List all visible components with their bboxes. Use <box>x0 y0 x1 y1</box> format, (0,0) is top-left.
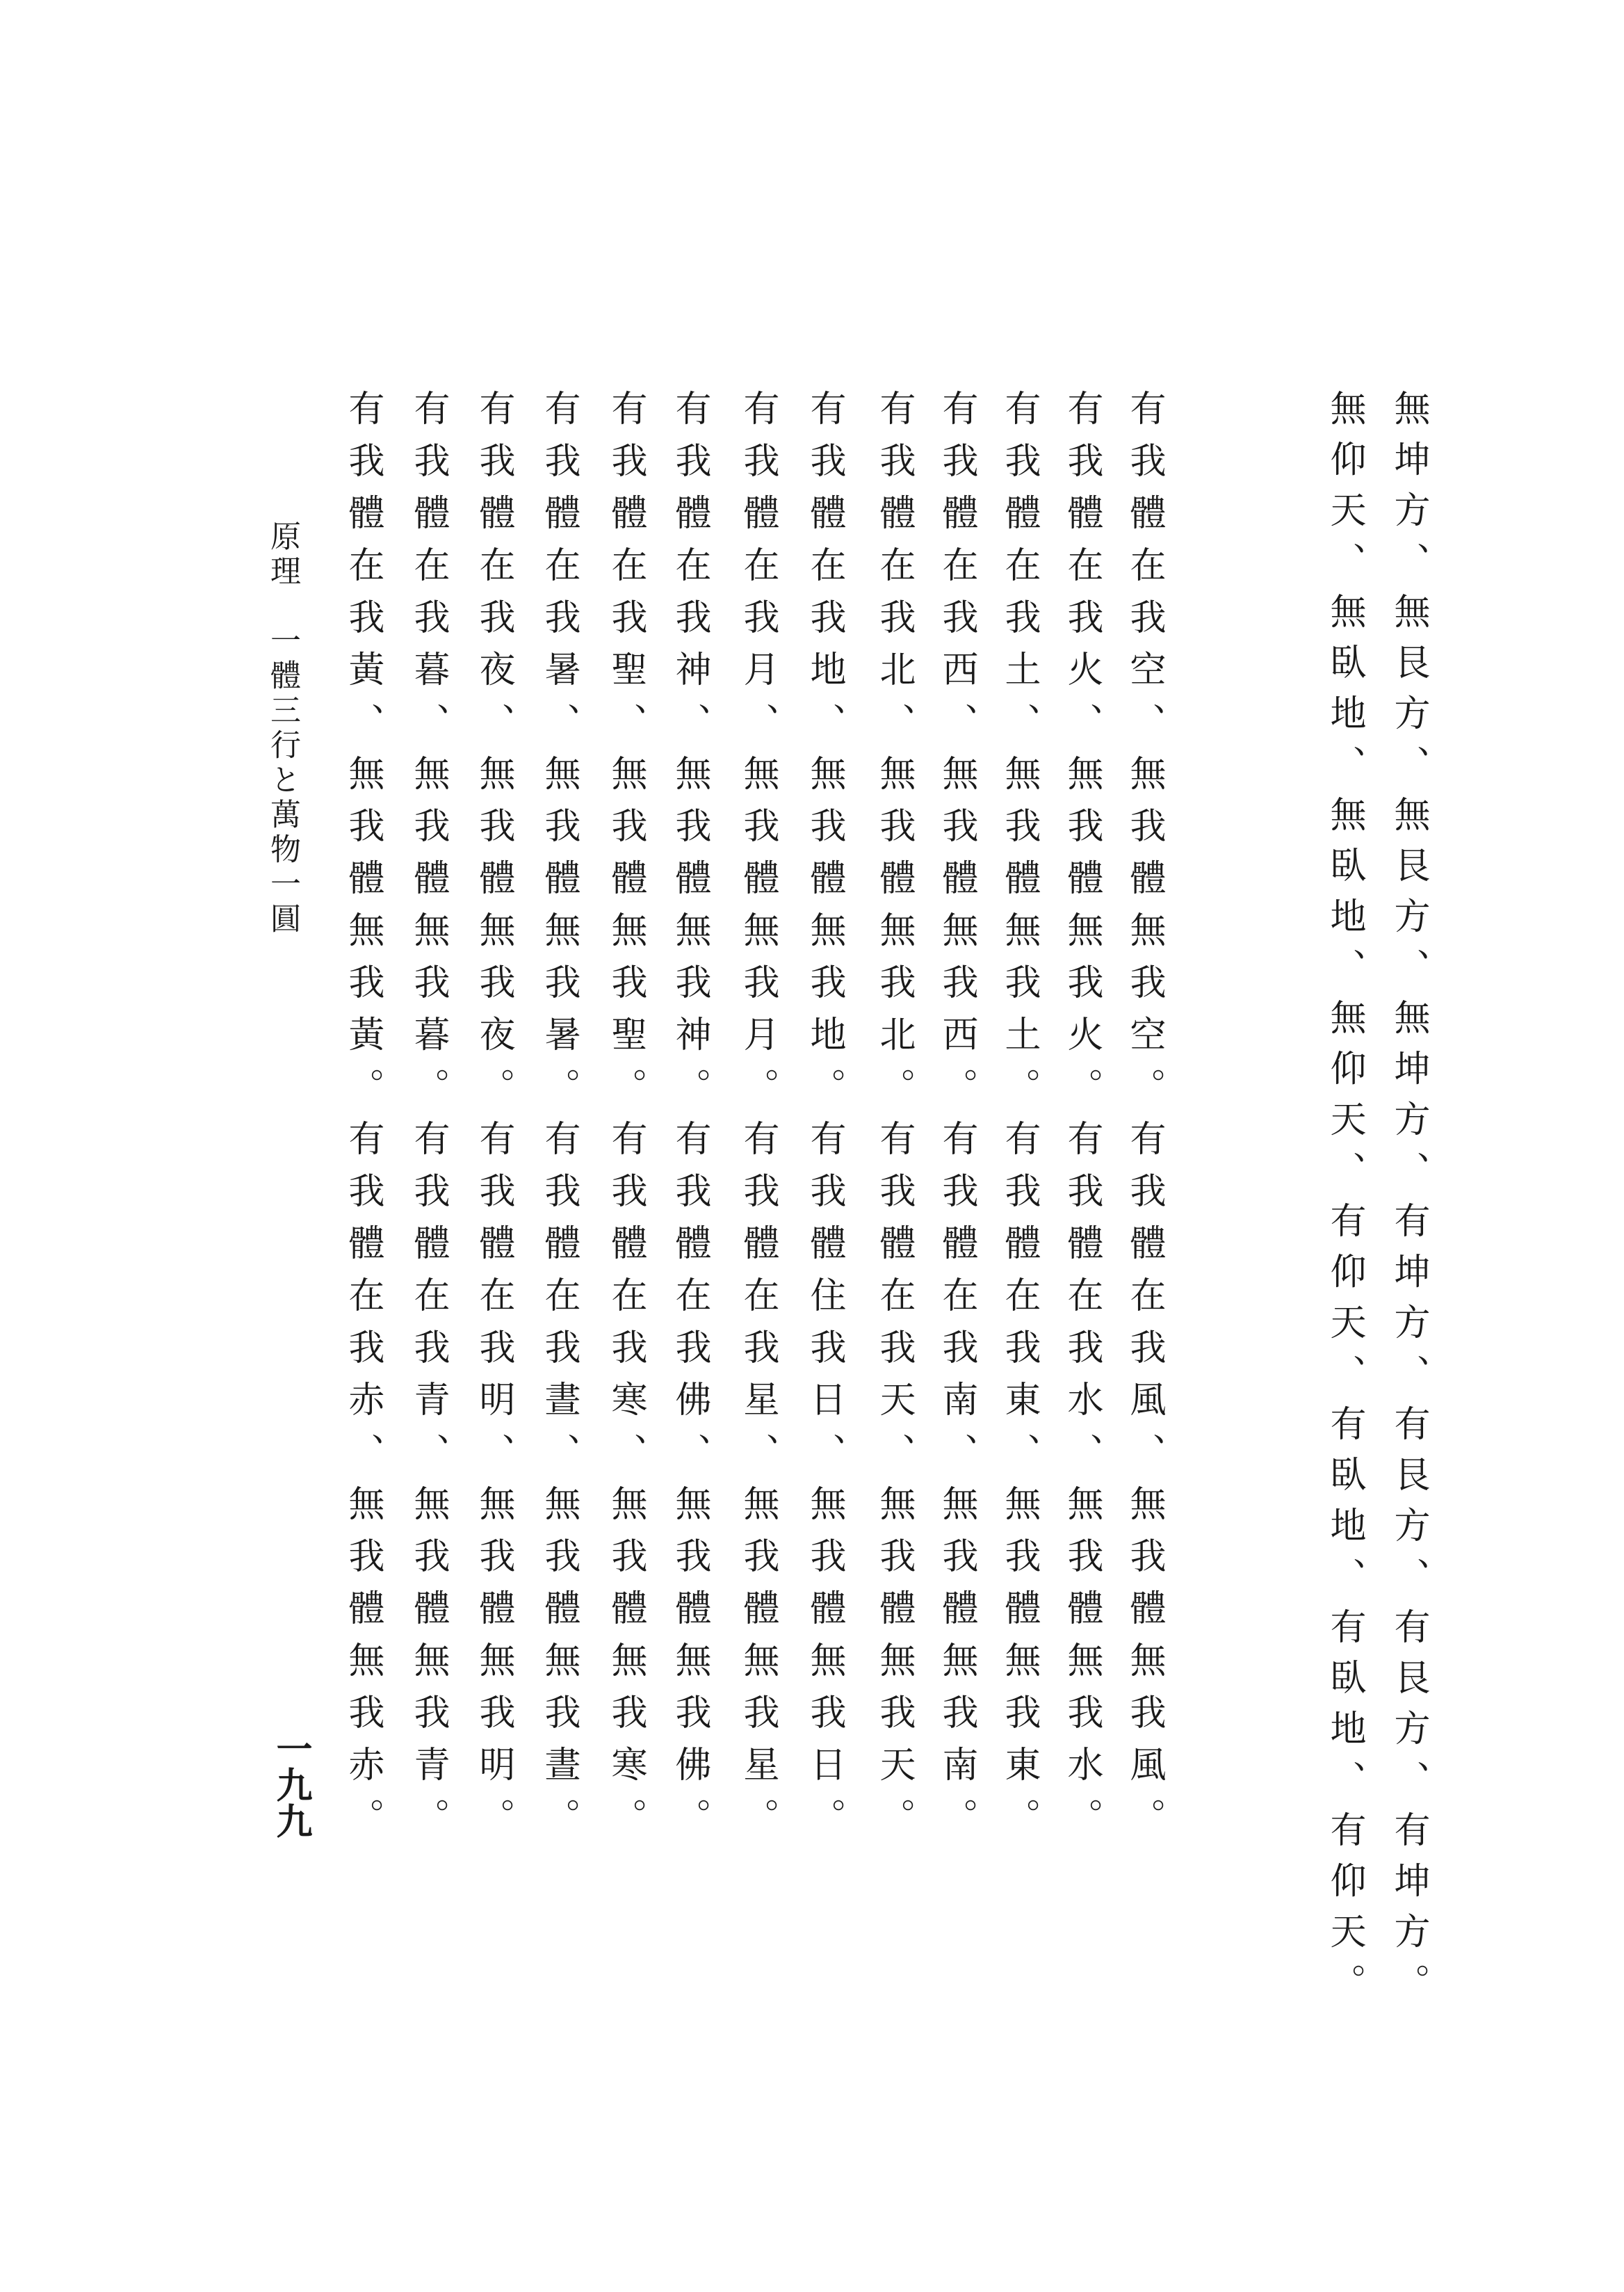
page-number: 一九九 <box>270 1730 312 1839</box>
text-column-11: 有我體在我夜、無我體無我夜。有我體在我明、無我體無我明。 <box>473 389 514 1850</box>
text-column-1: 有我體在我空、無我體無我空。有我體在我風、無我體無我風。 <box>1123 389 1165 1850</box>
text-column-4: 有我體在我西、無我體無我西。有我體在我南、無我體無我南。 <box>936 389 977 1850</box>
text-column-5: 有我體在我北、無我體無我北。有我體在我天、無我體無我天。 <box>873 389 915 1850</box>
running-head: 原理 一體三行と萬物一圓 <box>265 520 300 937</box>
text-column-10: 有我體在我暑、無我體無我暑。有我體在我晝、無我體無我晝。 <box>538 389 580 1850</box>
text-column-12: 有我體在我暮、無我體無我暮。有我體在我青、無我體無我青。 <box>407 389 449 1850</box>
text-column-8: 有我體在我神、無我體無我神。有我體在我佛、無我體無我佛。 <box>669 389 710 1850</box>
text-column-9: 有我體在我聖、無我體無我聖。有我體在我寒、無我體無我寒。 <box>605 389 647 1850</box>
text-column-2: 有我體在我火、無我體無我火。有我體在我水、無我體無我水。 <box>1061 389 1103 1850</box>
verse-line-2: 無仰天、無臥地、無臥地、無仰天、有仰天、有臥地、有臥地、有仰天。 <box>1324 389 1365 2014</box>
text-column-6: 有我體在我地、無我體無我地。有我體住我日、無我體無我日。 <box>804 389 845 1850</box>
text-column-3: 有我體在我土、無我體無我土。有我體在我東、無我體無我東。 <box>998 389 1040 1850</box>
text-column-13: 有我體在我黃、無我體無我黃。有我體在我赤、無我體無我赤。 <box>342 389 384 1850</box>
verse-line-1: 無坤方、無艮方、無艮方、無坤方、有坤方、有艮方、有艮方、有坤方。 <box>1388 389 1429 2014</box>
text-column-7: 有我體在我月、無我體無我月。有我體在我星、無我體無我星。 <box>737 389 779 1850</box>
